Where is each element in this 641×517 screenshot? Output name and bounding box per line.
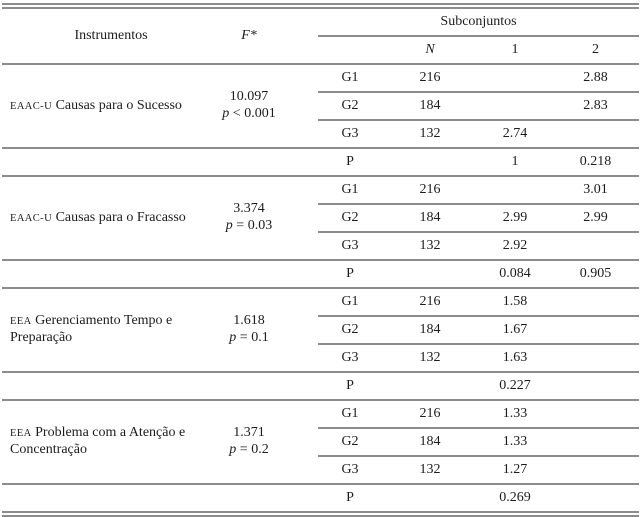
- n-cell: [382, 260, 478, 288]
- p-row-spacer: [2, 148, 318, 176]
- subset-2-cell: [552, 344, 639, 372]
- group-cell: G2: [318, 316, 382, 344]
- subset-1-cell: 1.67: [478, 316, 552, 344]
- p-value: < 0.001: [232, 106, 276, 121]
- subset-1-cell: [478, 176, 552, 204]
- group-cell: P: [318, 148, 382, 176]
- p-value-line: [220, 106, 278, 123]
- n-cell: 216: [419, 69, 441, 85]
- instrument-name: Causas para o Fracasso: [55, 209, 186, 225]
- header-instruments: Instrumentos: [2, 6, 220, 64]
- group-cell: P: [318, 372, 382, 400]
- instrument-name: Problema com a Atenção e Concentração: [10, 425, 186, 457]
- subset-2-cell: [552, 428, 639, 456]
- n-cell: 184: [382, 428, 478, 456]
- p-row: [2, 484, 639, 514]
- group-cell: G3: [318, 456, 382, 484]
- f-statistic-cell: [220, 64, 318, 148]
- n-label: N: [425, 41, 435, 57]
- group-cell: G1: [341, 181, 359, 197]
- header-subset-2: 2: [552, 36, 639, 64]
- n-cell: 132: [382, 232, 478, 260]
- subset-2-cell: 2.88: [583, 69, 608, 85]
- instrument-cell: [2, 400, 220, 484]
- instrument-name: Gerenciamento Tempo e Preparação: [10, 313, 173, 345]
- p-value: = 0.03: [236, 218, 273, 233]
- group-cell: P: [318, 260, 382, 288]
- n-cell: 132: [382, 456, 478, 484]
- subset-2-cell: [552, 484, 639, 514]
- instrument-prefix: EEA: [10, 428, 32, 440]
- p-value-line: [220, 218, 278, 235]
- subset-2-cell: 2.83: [552, 92, 639, 120]
- subset-2-cell: [552, 120, 639, 148]
- subset-1-cell: [478, 92, 552, 120]
- header-n: [382, 36, 478, 64]
- p-row: [2, 372, 639, 400]
- p-label: p: [222, 106, 230, 121]
- header-f-statistic: [220, 6, 318, 64]
- instrument-cell: [2, 176, 220, 260]
- f-statistic-cell: [220, 288, 318, 372]
- subset-2-cell: [552, 400, 639, 428]
- p-label: p: [229, 442, 237, 457]
- subset-1-cell: 1.33: [478, 428, 552, 456]
- group-cell: G3: [318, 120, 382, 148]
- group-cell: G3: [318, 232, 382, 260]
- f-statistic-label: F*: [241, 27, 257, 43]
- subset-1-cell: 1.58: [502, 293, 528, 309]
- group-cell: G3: [318, 344, 382, 372]
- header-subconjuntos: Subconjuntos: [318, 6, 639, 36]
- group-cell: G2: [318, 204, 382, 232]
- subset-1-cell: 2.74: [478, 120, 552, 148]
- p-row-spacer: [2, 484, 318, 514]
- n-cell: [382, 372, 478, 400]
- n-cell: 184: [382, 316, 478, 344]
- p-row-spacer: [2, 260, 318, 288]
- subset-2-cell: [552, 316, 639, 344]
- instrument-prefix: EAAC-U: [10, 100, 53, 112]
- subset-1-cell: 0.269: [478, 484, 552, 514]
- subset-2-cell: [552, 372, 639, 400]
- instrument-cell: [2, 64, 220, 148]
- group-cell: G1: [341, 405, 359, 421]
- subset-2-cell: [552, 288, 639, 316]
- n-cell: 132: [382, 120, 478, 148]
- subset-1-cell: 0.084: [478, 260, 552, 288]
- subset-1-cell: [478, 64, 552, 92]
- p-value-line: [220, 330, 278, 347]
- subset-1-cell: 1.27: [478, 456, 552, 484]
- subset-2-cell: [552, 456, 639, 484]
- p-value: = 0.1: [239, 330, 269, 345]
- p-row: [2, 148, 639, 176]
- instrument-cell: [2, 288, 220, 372]
- subset-2-cell: 3.01: [583, 181, 608, 197]
- instrument-prefix: EAAC-U: [10, 212, 53, 224]
- n-cell: 184: [382, 204, 478, 232]
- instrument-name: Causas para o Sucesso: [55, 97, 182, 113]
- subset-2-cell: 2.99: [552, 204, 639, 232]
- instrument-prefix: EEA: [10, 316, 32, 328]
- f-statistic-cell: [220, 176, 318, 260]
- p-value-line: [220, 442, 278, 459]
- group-cell: G2: [318, 92, 382, 120]
- f-value: 10.097: [229, 89, 269, 105]
- subset-1-cell: 2.99: [478, 204, 552, 232]
- n-cell: 132: [382, 344, 478, 372]
- f-statistic-cell: [220, 400, 318, 484]
- p-row: [2, 260, 639, 288]
- subset-1-cell: 0.227: [478, 372, 552, 400]
- f-value: 3.374: [233, 201, 265, 217]
- f-value: 1.371: [233, 425, 265, 441]
- n-cell: 216: [419, 405, 441, 421]
- n-cell: [382, 148, 478, 176]
- subset-2-cell: [552, 232, 639, 260]
- group-cell: G2: [318, 428, 382, 456]
- p-row-spacer: [2, 372, 318, 400]
- header-subset-1: 1: [478, 36, 552, 64]
- group-cell: G1: [341, 69, 359, 85]
- p-value: = 0.2: [239, 442, 269, 457]
- n-cell: 184: [382, 92, 478, 120]
- p-label: p: [229, 330, 237, 345]
- p-label: p: [225, 218, 233, 233]
- group-cell: G1: [341, 293, 359, 309]
- subset-1-cell: 1.33: [502, 405, 528, 421]
- subset-2-cell: 0.905: [552, 260, 639, 288]
- n-cell: [382, 484, 478, 514]
- subset-1-cell: 1.63: [478, 344, 552, 372]
- n-cell: 216: [419, 293, 441, 309]
- subset-1-cell: 2.92: [478, 232, 552, 260]
- group-cell: P: [318, 484, 382, 514]
- results-table: [2, 3, 639, 517]
- header-group-spacer: [318, 36, 382, 64]
- subset-2-cell: 0.218: [552, 148, 639, 176]
- f-value: 1.618: [233, 313, 265, 329]
- subset-1-cell: 1: [478, 148, 552, 176]
- n-cell: 216: [419, 181, 441, 197]
